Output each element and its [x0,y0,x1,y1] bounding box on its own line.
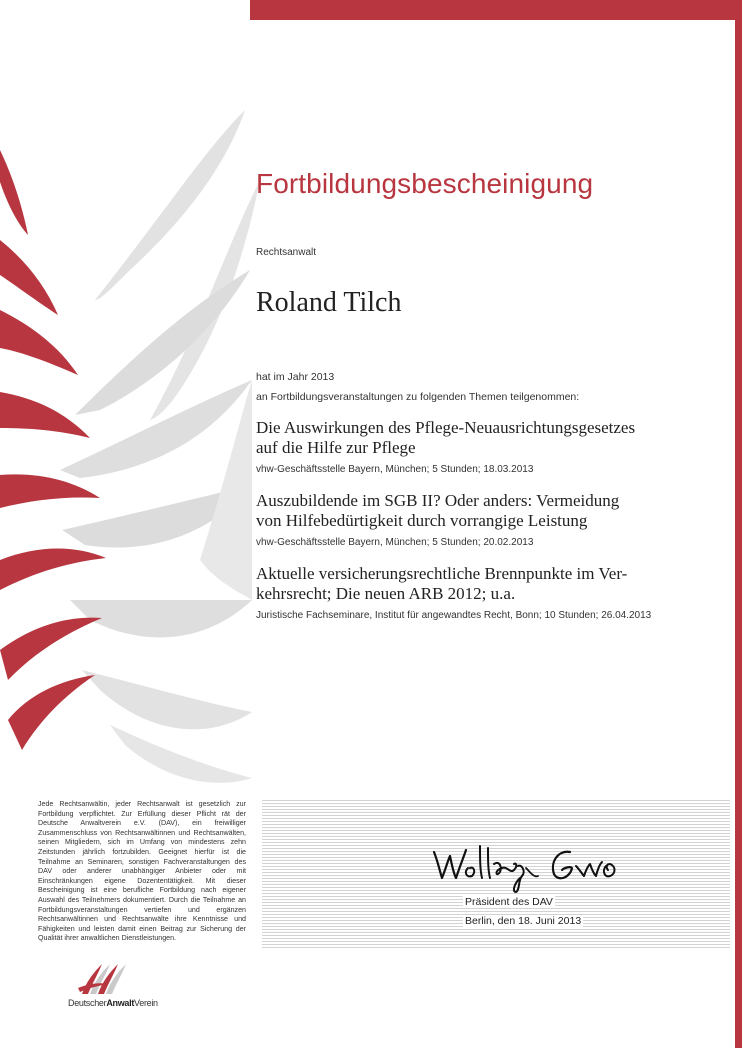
intro-text: an Fortbildungsveranstaltungen zu folgenden Themen teilgenommen: [256,391,580,403]
dav-logo-icon [68,958,138,996]
course-title-line: auf die Hilfe zur Pflege [256,438,416,457]
course-title-line: Auszubildende im SGB II? Oder anders: Vermeidung [256,491,620,510]
recipient-name: Roland Tilch [256,287,402,318]
gray-ribbon [60,380,252,478]
red-ribbon [0,548,106,590]
course-item [256,564,726,621]
gray-ribbon [82,670,252,729]
red-ribbon [0,474,100,508]
course-title-line: Die Auswirkungen des Pflege-Neuausrichtungsgesetzes [256,418,636,437]
course-title [256,418,726,458]
red-ribbon [0,618,102,680]
red-ribbon [0,150,28,235]
recipient-title-prefix: Rechtsanwalt [256,247,317,258]
red-ribbon [0,310,78,375]
gray-ribbon [110,725,252,783]
course-detail: vhw-Geschäftsstelle Bayern, München; 5 Stunden; 18.03.2013 [256,464,534,475]
course-title-line: Aktuelle versicherungsrechtliche Brennpunkte im Ver- [256,564,628,583]
place-and-date: Berlin, den 18. Juni 2013 [465,915,582,927]
right-accent-bar [735,0,742,1048]
certificate-title: Fortbildungsbescheinigung [256,168,594,199]
red-ribbon [8,675,95,750]
course-detail: Juristische Fachseminare, Institut für angewandtes Recht, Bonn; 10 Stunden; 26.04.2013 [256,610,652,621]
top-accent-bar [250,0,742,20]
logo-text-bold: Anwalt [106,998,135,1008]
president-signature [430,838,630,894]
dav-logo-wordmark [68,998,158,1008]
intro-year: hat im Jahr 2013 [256,371,335,383]
course-title [256,491,726,531]
logo-text-light: Deutscher [68,998,107,1008]
course-title [256,564,726,604]
red-ribbon [0,240,58,315]
course-title-line: von Hilfebedürtigkeit durch vorrangige Leistung [256,511,588,530]
course-title-line: kehrsrecht; Die neuen ARB 2012; u.a. [256,584,516,603]
course-item [256,418,726,475]
course-item [256,491,726,548]
course-detail: vhw-Geschäftsstelle Bayern, München; 5 Stunden; 20.02.2013 [256,537,534,548]
logo-text-end: Verein [134,998,158,1008]
legal-notice: Jede Rechtsanwältin, jeder Rechtsanwalt ist gesetzlich zur Fortbildung verpflichtet. Zur Erfüllung dieser Pflicht rät der Deutsche Anwaltverein e.V. (DAV), ein freiwilliger Zusammenschluss von Rechtsanwältinnen und Rechtsanwälten, seinen Mitgliedern, sich im Umfang von mindestens zehn Zeitstunden jährlich fortzubilden. Geeignet hierfür ist die Teilnahme an Seminaren, sonstigen Fachveranstaltungen des DAV oder anderer unabhängiger Anbieter oder mit Einschränkungen eigene Dozententätigkeit. Mit dieser Bescheinigung ist eine berufliche Fortbildung nach eigener Auswahl des Teilnehmers dokumentiert. Durch die Teilnahme an Fortbildungsveranstaltungen vertiefen und ergänzen Rechtsanwältinnen und Rechtsanwälte ihre Kenntnisse und Fähigkeiten und leisten damit einen Beitrag zur Sicherung der Qualität ihrer anwaltlichen Dienstleistungen. [38,800,246,943]
red-ribbon [0,392,90,438]
signatory-role: Präsident des DAV [465,896,553,908]
